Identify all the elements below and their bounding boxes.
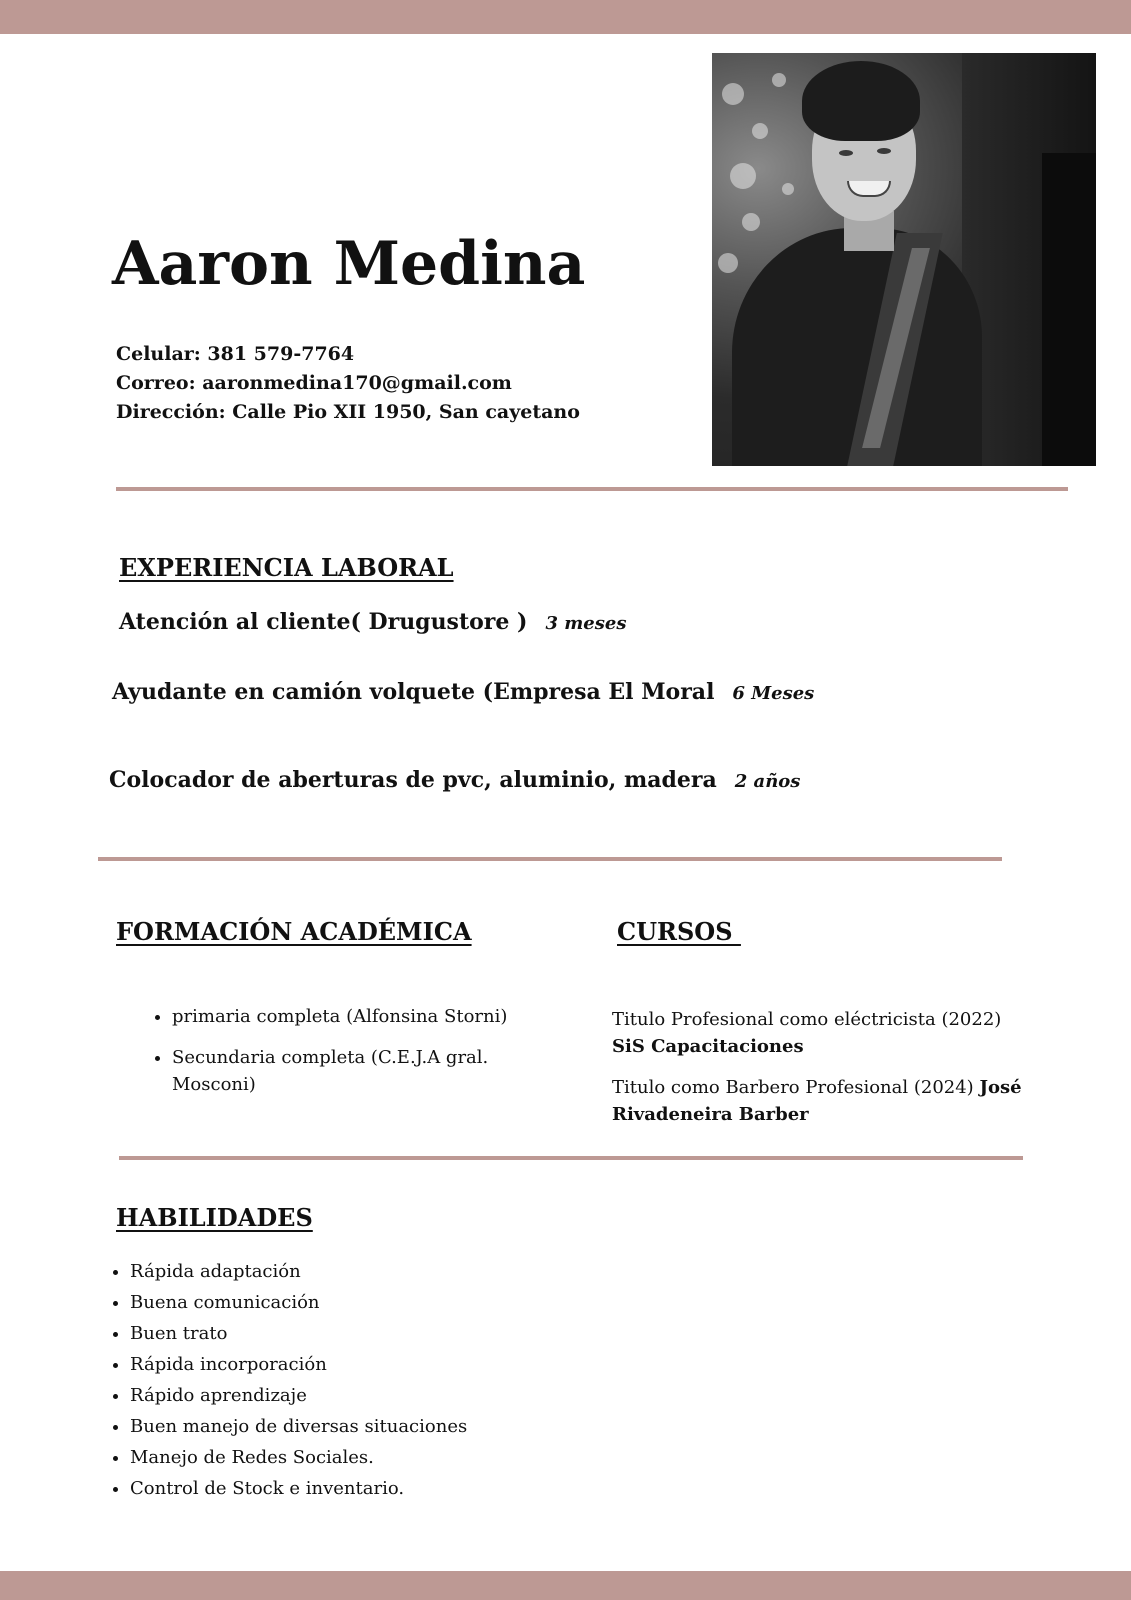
skills-heading: HABILIDADES <box>116 1203 313 1232</box>
address-line: Dirección: Calle Pio XII 1950, San cayetano <box>116 401 580 423</box>
person-eye <box>877 148 891 154</box>
bokeh-light <box>722 83 744 105</box>
skill-item: • Rápida incorporación <box>130 1349 467 1380</box>
bottom-accent-band <box>0 1571 1131 1600</box>
experience-heading: EXPERIENCIA LABORAL <box>119 553 454 582</box>
person-hair <box>802 61 920 141</box>
phone-line: Celular: 381 579-7764 <box>116 343 355 365</box>
profile-photo <box>712 53 1096 466</box>
skill-item: • Buen trato <box>130 1318 467 1349</box>
person-eye <box>839 150 853 156</box>
bokeh-light <box>752 123 768 139</box>
job-entry <box>109 765 800 797</box>
bokeh-light <box>742 213 760 231</box>
job-entry <box>112 677 814 709</box>
bokeh-light <box>782 183 794 195</box>
education-heading: FORMACIÓN ACADÉMICA <box>116 917 472 946</box>
email-line: Correo: aaronmedina170@gmail.com <box>116 372 512 394</box>
skill-item: • Manejo de Redes Sociales. <box>130 1442 467 1473</box>
course-institution: José Rivadeneira Barber <box>612 1077 1022 1125</box>
education-list <box>150 1003 522 1112</box>
job-role: Colocador de aberturas de pvc, aluminio, madera <box>109 767 717 793</box>
skill-item: • Rápido aprendizaje <box>130 1380 467 1411</box>
divider-line <box>116 487 1068 491</box>
skills-list <box>110 1256 467 1504</box>
course-title: Titulo Profesional como eléctricista (2022) <box>612 1009 1002 1030</box>
job-duration: 6 Meses <box>732 683 815 704</box>
course-entry <box>612 1074 1032 1128</box>
photo-background-shadow <box>1042 153 1096 466</box>
course-institution: SiS Capacitaciones <box>612 1036 804 1057</box>
divider-line <box>119 1156 1023 1160</box>
job-duration: 3 meses <box>545 613 627 634</box>
bokeh-light <box>718 253 738 273</box>
course-title: Titulo como Barbero Profesional (2024) <box>612 1077 980 1098</box>
education-item: • primaria completa (Alfonsina Storni) <box>172 1003 522 1030</box>
courses-heading: CURSOS <box>617 917 741 946</box>
job-duration: 2 años <box>734 771 801 792</box>
skill-item: • Buen manejo de diversas situaciones <box>130 1411 467 1442</box>
skill-item: • Buena comunicación <box>130 1287 467 1318</box>
course-entry <box>612 1006 1032 1060</box>
contact-info <box>116 340 580 427</box>
education-item: • Secundaria completa (C.E.J.A gral. Mosconi) <box>172 1044 522 1098</box>
job-role: Ayudante en camión volquete (Empresa El Moral <box>112 679 715 705</box>
job-entry <box>119 607 626 639</box>
divider-line <box>98 857 1002 861</box>
top-accent-band <box>0 0 1131 34</box>
skill-item: • Rápida adaptación <box>130 1256 467 1287</box>
job-role: Atención al cliente( Drugustore ) <box>119 609 528 635</box>
bokeh-light <box>772 73 786 87</box>
bokeh-light <box>730 163 756 189</box>
skill-item: • Control de Stock e inventario. <box>130 1473 467 1504</box>
candidate-name: Aaron Medina <box>112 229 586 299</box>
